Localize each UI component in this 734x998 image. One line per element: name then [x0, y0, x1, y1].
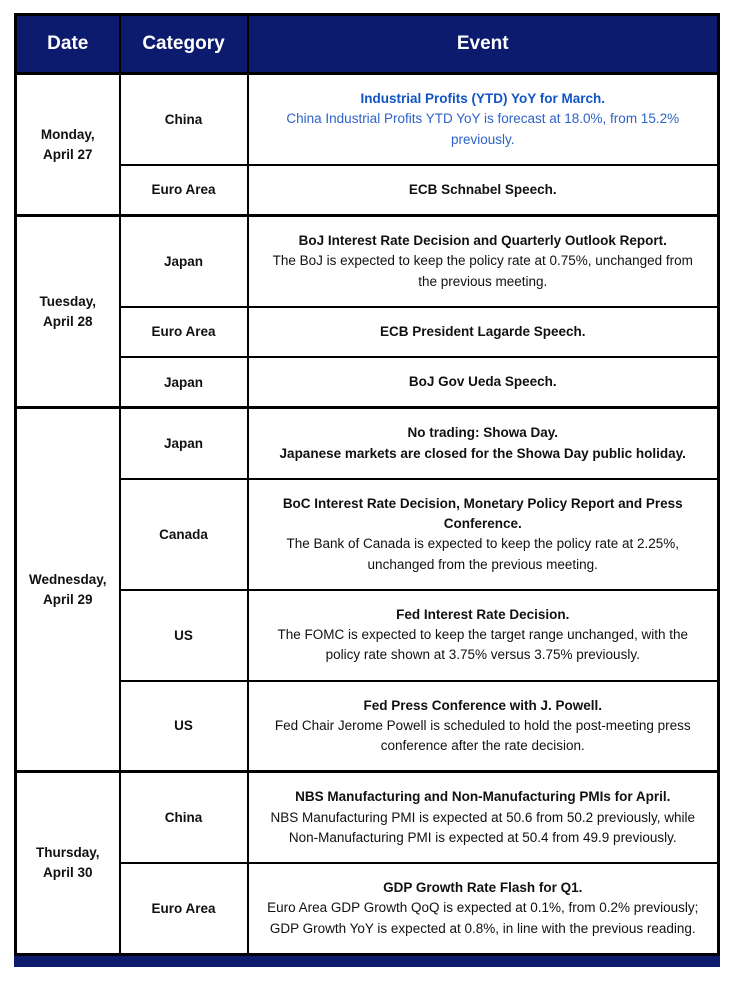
event-title: BoC Interest Rate Decision, Monetary Policy Report and Press Conference. [282, 495, 683, 531]
event-description: Japanese markets are closed for the Showa Day public holiday. [279, 445, 686, 461]
day-group [16, 408, 719, 772]
event-title: Fed Press Conference with J. Powell. [363, 697, 603, 713]
table-row [16, 590, 719, 681]
date-line: April 28 [42, 313, 93, 329]
event-cell [248, 590, 719, 681]
event-description: The BoJ is expected to keep the policy rate at 0.75%, unchanged from the previous meeting. [272, 253, 693, 289]
table-row [16, 307, 719, 357]
header-row [16, 15, 719, 74]
event-description: Euro Area GDP Growth QoQ is expected at 0.1%, from 0.2% previously; GDP Growth YoY is expected at 0.8%, in line with the previous reading. [267, 900, 699, 936]
event-description: Fed Chair Jerome Powell is scheduled to hold the post-meeting press conference after the rate decision. [274, 717, 691, 753]
event-cell [248, 74, 719, 165]
event-title: NBS Manufacturing and Non-Manufacturing PMIs for April. [295, 789, 671, 805]
day-group [16, 772, 719, 955]
category-cell: US [120, 681, 248, 772]
category-cell: Japan [120, 216, 248, 307]
date-line: Wednesday, [28, 572, 107, 588]
category-cell: China [120, 772, 248, 863]
category-cell: Euro Area [120, 863, 248, 954]
event-cell [248, 681, 719, 772]
category-cell: Japan [120, 408, 248, 479]
event-title: GDP Growth Rate Flash for Q1. [383, 880, 583, 895]
category-cell: Euro Area [120, 165, 248, 216]
category-cell: Japan [120, 357, 248, 408]
table-row [16, 772, 719, 863]
event-title: BoJ Gov Ueda Speech. [408, 374, 557, 389]
event-description: The Bank of Canada is expected to keep the policy rate at 2.25%, unchanged from the previous meeting. [286, 536, 679, 572]
header-event: Event [248, 15, 719, 74]
event-title: No trading: Showa Day. [407, 425, 558, 441]
date-cell [16, 408, 120, 772]
table-row [16, 408, 719, 479]
table-row [16, 216, 719, 307]
event-cell [248, 772, 719, 863]
date-cell [16, 216, 120, 408]
table-row [16, 165, 719, 216]
event-cell [248, 216, 719, 307]
date-cell [16, 74, 120, 216]
event-title: Industrial Profits (YTD) YoY for March. [360, 91, 606, 106]
date-cell [16, 772, 120, 955]
footer-bar [14, 956, 720, 967]
event-title: Fed Interest Rate Decision. [396, 606, 570, 622]
category-cell: Canada [120, 479, 248, 590]
event-cell [248, 357, 719, 408]
category-cell: Euro Area [120, 307, 248, 357]
event-description: NBS Manufacturing PMI is expected at 50.6 from 50.2 previously, while Non-Manufacturing PMI is expected at 50.4 from 49.9 previously. [270, 809, 695, 845]
event-title: ECB President Lagarde Speech. [379, 323, 586, 339]
event-title: BoJ Interest Rate Decision and Quarterly Outlook Report. [298, 233, 667, 248]
event-cell [248, 165, 719, 216]
date-line: April 29 [42, 591, 93, 607]
table-row [16, 681, 719, 772]
event-cell [248, 863, 719, 954]
date-line: Tuesday, [39, 294, 97, 310]
economic-calendar-table [14, 13, 720, 956]
category-cell: China [120, 74, 248, 165]
event-description: China Industrial Profits YTD YoY is forecast at 18.0%, from 15.2% previously. [286, 111, 680, 147]
event-cell [248, 408, 719, 479]
event-cell [248, 307, 719, 357]
day-group [16, 216, 719, 408]
table-row [16, 479, 719, 590]
table-row [16, 74, 719, 165]
table-row [16, 357, 719, 408]
date-line: Monday, [40, 126, 95, 142]
table-row [16, 863, 719, 954]
date-line: Thursday, [35, 845, 100, 861]
category-cell: US [120, 590, 248, 681]
header-date: Date [16, 15, 120, 74]
header-category: Category [120, 15, 248, 74]
event-title: ECB Schnabel Speech. [408, 181, 557, 197]
event-cell [248, 479, 719, 590]
table-header [16, 15, 719, 74]
day-group [16, 74, 719, 216]
date-line: April 27 [42, 146, 93, 162]
event-description: The FOMC is expected to keep the target range unchanged, with the policy rate shown at 3.75% versus 3.75% previously. [277, 627, 688, 663]
date-line: April 30 [42, 865, 93, 880]
